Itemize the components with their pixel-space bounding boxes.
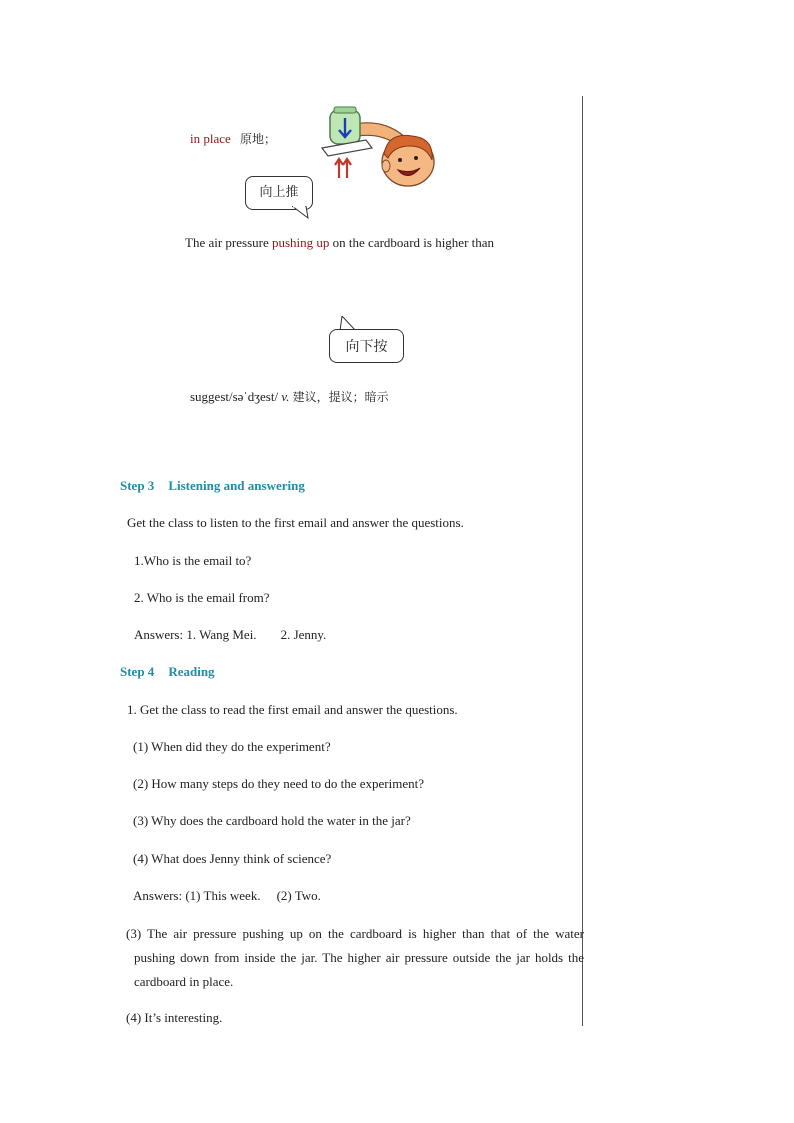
step4-question-2: (2) How many steps do they need to do the experiment? <box>133 776 424 791</box>
answer-part: 2. Jenny. <box>280 627 327 642</box>
answer-part: (2) Two. <box>276 888 321 903</box>
sentence-part: The air pressure <box>185 235 272 250</box>
vocab-translation: 原地； <box>240 132 277 146</box>
sentence-part: on the cardboard is higher than <box>329 235 495 250</box>
step3-instruction: Get the class to listen to the first email and answer the questions. <box>127 515 464 530</box>
step4-question-3: (3) Why does the cardboard hold the water in the jar? <box>133 813 411 828</box>
step-label: Step 3 <box>120 478 155 493</box>
boy-face-icon <box>382 135 434 186</box>
answer-part: Answers: 1. Wang Mei. <box>134 627 257 642</box>
step3-question-1: 1.Who is the email to? <box>134 553 252 568</box>
sentence-highlight: pushing up <box>272 235 330 250</box>
air-pressure-sentence <box>185 235 494 251</box>
speech-bubble-push-down <box>329 329 404 363</box>
bubble-text: 向下按 <box>345 339 388 355</box>
speech-bubble-push-up <box>245 176 313 210</box>
step3-answers <box>134 627 326 643</box>
step4-answer-3: (3) The air pressure pushing up on the cardboard is higher than that of the water pushing down from inside the jar. The higher air pressure outside the jar holds the cardboard in place. <box>126 926 584 989</box>
step4-heading <box>120 664 215 680</box>
step4-question-4: (4) What does Jenny think of science? <box>133 851 332 866</box>
step4-instruction: 1. Get the class to read the first email and answer the questions. <box>127 702 458 717</box>
step3-question-2: 2. Who is the email from? <box>134 590 270 605</box>
step4-question-1: (1) When did they do the experiment? <box>133 739 331 754</box>
bubble-tail-icon <box>292 206 310 220</box>
step4-answers <box>133 888 321 904</box>
vocab-term: in place <box>190 131 231 146</box>
step-title: Reading <box>168 664 215 679</box>
step3-heading <box>120 478 305 494</box>
vocab-term: suggest/səˈdʒest/ <box>190 389 279 404</box>
step4-answer-4: (4) It’s interesting. <box>126 1010 223 1025</box>
vocab-in-place <box>190 131 276 147</box>
experiment-illustration <box>318 104 442 192</box>
answer-part: Answers: (1) This week. <box>133 888 261 903</box>
step-title: Listening and answering <box>168 478 305 493</box>
right-margin-rule <box>582 96 583 1026</box>
arrow-up-icon <box>335 159 351 178</box>
vocab-translation: 建议，提议；暗示 <box>292 390 389 404</box>
vocab-pos: v. <box>281 389 290 404</box>
step-label: Step 4 <box>120 664 155 679</box>
bubble-text: 向上推 <box>259 185 299 200</box>
vocab-suggest <box>190 389 389 405</box>
